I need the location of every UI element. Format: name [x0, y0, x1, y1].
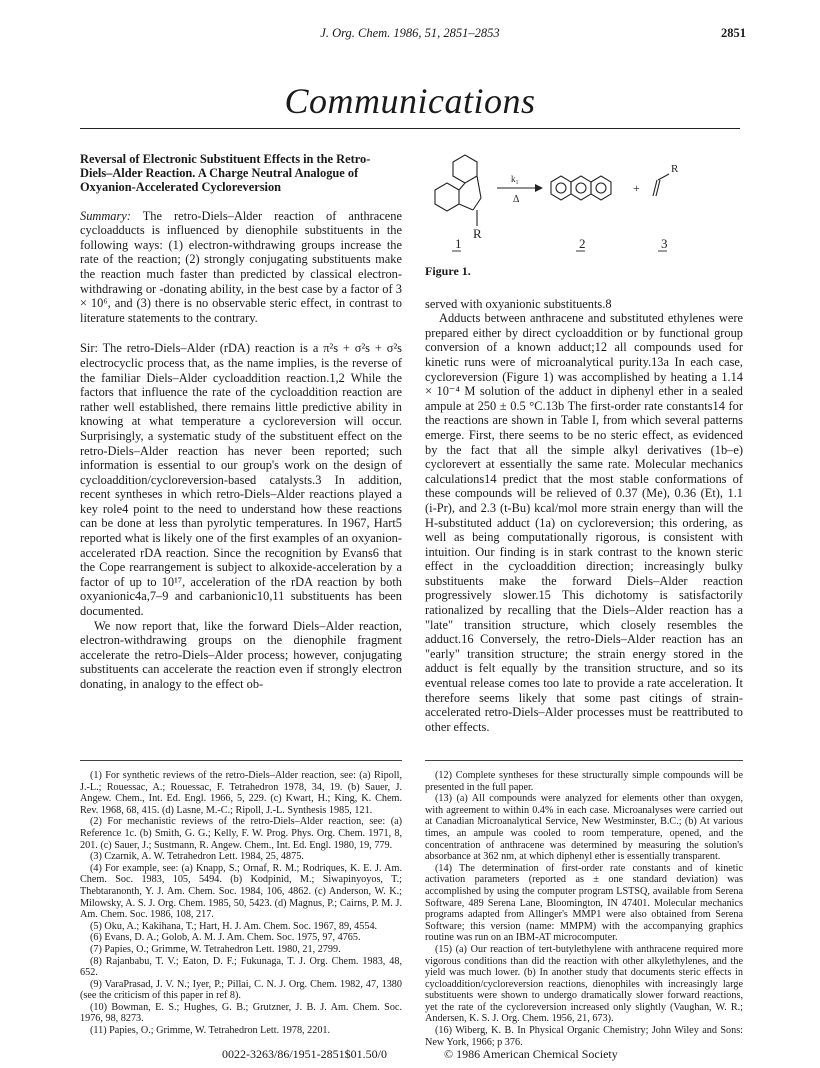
body-paragraph: Sir: The retro-Diels–Alder (rDA) reaction is a π²s + σ²s + σ²s electrocyclic process that, as the name implies, is the reverse of the familiar Diels–Alder cycloaddition reaction.1,2 While the factors that influence the rate of the cycloaddition reaction are rather well established, there remains little predictive ability in knowing at what temperature a cycloreversion will occur. Surprisingly, a systematic study of the substituent effect on the retro-Diels–Alder reaction has never been reported; such information is essential to our group's work on the design of cycloaddition/cycloreversion-based catalysts.3 In addition, recent syntheses in which retro-Diels–Alder reactions played a key role4 point to the need to understand how these reactions can be done at less than pyrolytic temperatures. In 1967, Hart5 reported what is likely one of the first examples of an oxyanion-accelerated rDA reaction. Since the recognition by Evans6 that the Cope rearrangement is subject to alkoxide-acceleration by a factor of up to 10¹⁷, acceleration of the rDA reaction by both oxyanionic4a,7–9 and carbanionic10,11 substituents has been documented.: [80, 341, 402, 619]
footnote: (15) (a) Our reaction of tert-butylethylene with anthracene required more vigorous conditions than did the reaction with other alkylethylenes, and the yield was much lower. (b) In another study that documents steric effects in cycloaddition/cycloreversion reactions, dienophiles with increasingly large substituents were shown to undergo dramatically slower forward reactions, yet the rate of the cycloreversion increased only slightly (Vaughan, W. R.; Andersen, K. S. J. Org. Chem. 1956, 21, 673).: [425, 943, 743, 1025]
footnote: (16) Wiberg, K. B. In Physical Organic Chemistry; John Wiley and Sons: New York, 1966; p 376.: [425, 1025, 743, 1048]
footnote: (11) Papies, O.; Grimme, W. Tetrahedron Lett. 1978, 2201.: [90, 1025, 331, 1037]
footnote: (6) Evans, D. A.; Golob, A. M. J. Am. Chem. Soc. 1975, 97, 4765.: [90, 932, 361, 944]
footnote: (9) VaraPrasad, J. V. N.; Iyer, P.; Pillai, C. N. J. Org. Chem. 1982, 47, 1380 (see the criticism of this paper in ref 8).: [80, 978, 402, 1002]
summary: [80, 209, 402, 326]
footer-copyright: © 1986 American Chemical Society: [444, 1047, 618, 1061]
footnote: (5) Oku, A.; Kakihana, T.; Hart, H. J. Am. Chem. Soc. 1967, 89, 4554.: [90, 920, 378, 932]
footnote: (14) The determination of first-order rate constants and of kinetic activation parameters (reported as ± one standard deviation) was accomplished by using the computer program LSTSQ, available from Serena Software, 489 Serena Lane, Bloomington, IN 47401. Molecular mechanics programs adapted from Allinger's MMP1 were also obtained from Serena Software; this version (name: MMPM) with the accompanying graphics routine was run on an IBM-AT microcomputer.: [425, 862, 743, 944]
substituent-label-adduct: R: [473, 226, 482, 241]
footnote-rule: [80, 760, 402, 761]
summary-label: Summary:: [80, 208, 131, 223]
footnote: (3) Czarnik, A. W. Tetrahedron Lett. 1984, 25, 4875.: [90, 851, 304, 863]
footnote: (1) For synthetic reviews of the retro-Diels–Alder reaction, see: (a) Ripoll, J.-L.; Rouessac, A.; Rouessac, F. Tetrahedron 1978, 34, 19. (b) Sauer, J. Angew. Chem., Int. Ed. Engl. 1966, 5, 229. (c) Kwart, H.; King, K. Chem. Rev. 1968, 68, 415. (d) Lasne, M.-C.; Ripoll, J.-L. Synthesis 1985, 121.: [80, 770, 402, 816]
rate-constant-label: k₁: [511, 174, 519, 184]
footnote: (13) (a) All compounds were analyzed for elements other than oxygen, with agreement to within 0.4% in each case. Microanalyses were carried out at Canadian Microanalytical Service, New Westminster, B.C.; (b) At various times, an ampule was cooled to room temperature, opened, and the concentration of anthracene was determined by measuring the solution's absorbance at 362 nm, at which diphenyl ether is essentially transparent.: [425, 793, 743, 863]
footnote: (2) For mechanistic reviews of the retro-Diels–Alder reaction, see: (a) Reference 1c. (b) Smith, G. G.; Kelly, F. W. Prog. Phys. Org. Chem. 1971, 8, 201. (c) Sauer, J.; Sustmann, R. Angew. Chem., Int. Ed. Engl. 1980, 19, 779.: [80, 816, 402, 851]
running-head: J. Org. Chem. 1986, 51, 2851–2853: [320, 26, 500, 40]
article-title: Reversal of Electronic Substituent Effects in the Retro-Diels–Alder Reaction. A Charge Neutral Analogue of Oxyanion-Accelerated Cycloreversion: [80, 152, 371, 195]
footnote: (8) Rajanbabu, T. V.; Eaton, D. F.; Fukunaga, T. J. Org. Chem. 1983, 48, 652.: [80, 955, 402, 979]
title-rule: [80, 128, 740, 129]
body-paragraph: Adducts between anthracene and substituted ethylenes were prepared either by direct cycloaddition or by functional group conversion of a known adduct;12 all compounds used for kinetic runs were of microanalytical purity.13a In each case, cycloreversion (Figure 1) was accomplished by heating a 1.14 × 10⁻⁴ M solution of the adduct in diphenyl ether in a sealed ampule at 250 ± 0.5 °C.13b The first-order rate constants14 for the reactions are shown in Table I, from which several patterns emerge. First, there seems to be no steric effect, as evidenced by the fact that all the simple alkyl derivatives (1b–e) cyclorevert at essentially the same rate. Molecular mechanics calculations14 predict that the most stable conformations of these compounds will be relieved of 0.37 (Me), 0.36 (Et), 1.1 (i-Pr), and 2.3 (t-Bu) kcal/mol more strain energy than will the H-substituted adduct (1a) on cycloreversion; this ordering, as well as being computationally rigorous, is consistent with intuition. Our finding is in stark contrast to the known steric effect in the cycloaddition direction; increasingly bulky substituents make the forward Diels–Alder reaction progressively slower.15 This dichotomy is satisfactorily rationalized by recalling that the Diels–Alder reaction has a "late" transition structure, which closely resembles the adduct.16 Conversely, the retro-Diels–Alder reaction has an "early" transition structure; the strain energy stored in the adduct is felt equally by the transition structure, and so its eventual release comes too late to provide a rate acceleration. It therefore seems likely that some past citings of strain-accelerated retro-Diels–Alder processes must be reattributed to other effects.: [425, 311, 743, 734]
adduct-left-ring: [435, 183, 459, 211]
footnote: (7) Papies, O.; Grimme, W. Tetrahedron Lett. 1980, 21, 2799.: [90, 943, 341, 955]
footnotes-left: [80, 770, 402, 1037]
footer-code: 0022-3263/86/1951-2851$01.50/0: [222, 1047, 387, 1061]
alkene-structure: [653, 174, 669, 196]
compound-number-1: 1: [455, 236, 462, 251]
summary-text: The retro-Diels–Alder reaction of anthracene cycloadducts is influenced by dienophile substituents in the following ways: (1) electron-withdrawing groups increase the rate of the reaction; (2) strongly conjugating substituents make the reaction much faster than predicted by classical electron-withdrawing or -donating ability, in the best case by a factor of 3 × 10⁶, and (3) there is no observable steric effect, in contrast to literature statements to the contrary.: [80, 208, 402, 325]
heat-label: Δ: [513, 194, 520, 205]
footnote: (10) Bowman, E. S.; Hughes, G. B.; Grutzner, J. B. J. Am. Chem. Soc. 1976, 98, 8273.: [80, 1001, 402, 1025]
figure-1: [425, 152, 743, 264]
left-column: [80, 152, 402, 692]
substituent-label-alkene: R: [671, 163, 679, 175]
section-title: Communications: [284, 81, 536, 121]
reaction-scheme-graphic: [425, 152, 743, 264]
compound-number-3: 3: [661, 236, 668, 251]
page-number: 2851: [721, 26, 746, 40]
footnotes-right: [425, 770, 743, 1048]
adduct-top-ring: [453, 155, 477, 183]
anthracene-structure: [551, 176, 611, 200]
compound-number-2: 2: [579, 236, 586, 251]
arrow-head-icon: [535, 184, 543, 192]
right-column: [425, 152, 743, 734]
footnote-rule: [425, 760, 743, 761]
figure-caption: Figure 1.: [425, 264, 471, 278]
plus-sign: +: [633, 181, 640, 195]
footnote: (4) For example, see: (a) Knapp, S.; Ornaf, R. M.; Rodriques, K. E. J. Am. Chem. Soc. 1983, 105, 5494. (b) Kodpinid, M.; Siwapinyoyos, T.; Thebtaranonth, Y. J. Am. Chem. Soc. 1984, 106, 4862. (c) Anderson, W. K.; Milowsky, A. S. J. Org. Chem. 1985, 50, 5423. (d) Magnus, P.; Cairns, P. M. J. Am. Chem. Soc. 1986, 108, 217.: [80, 862, 402, 921]
body-paragraph: served with oxyanionic substituents.8: [425, 296, 612, 311]
body-paragraph: We now report that, like the forward Diels–Alder reaction, electron-withdrawing groups on the dienophile fragment accelerate the retro-Diels–Alder process; however, conjugating substituents can accelerate the reaction even if strongly electron donating, in analogy to the effect ob-: [80, 618, 402, 692]
footnote: (12) Complete syntheses for these structurally simple compounds will be presented in the full paper.: [425, 770, 743, 793]
